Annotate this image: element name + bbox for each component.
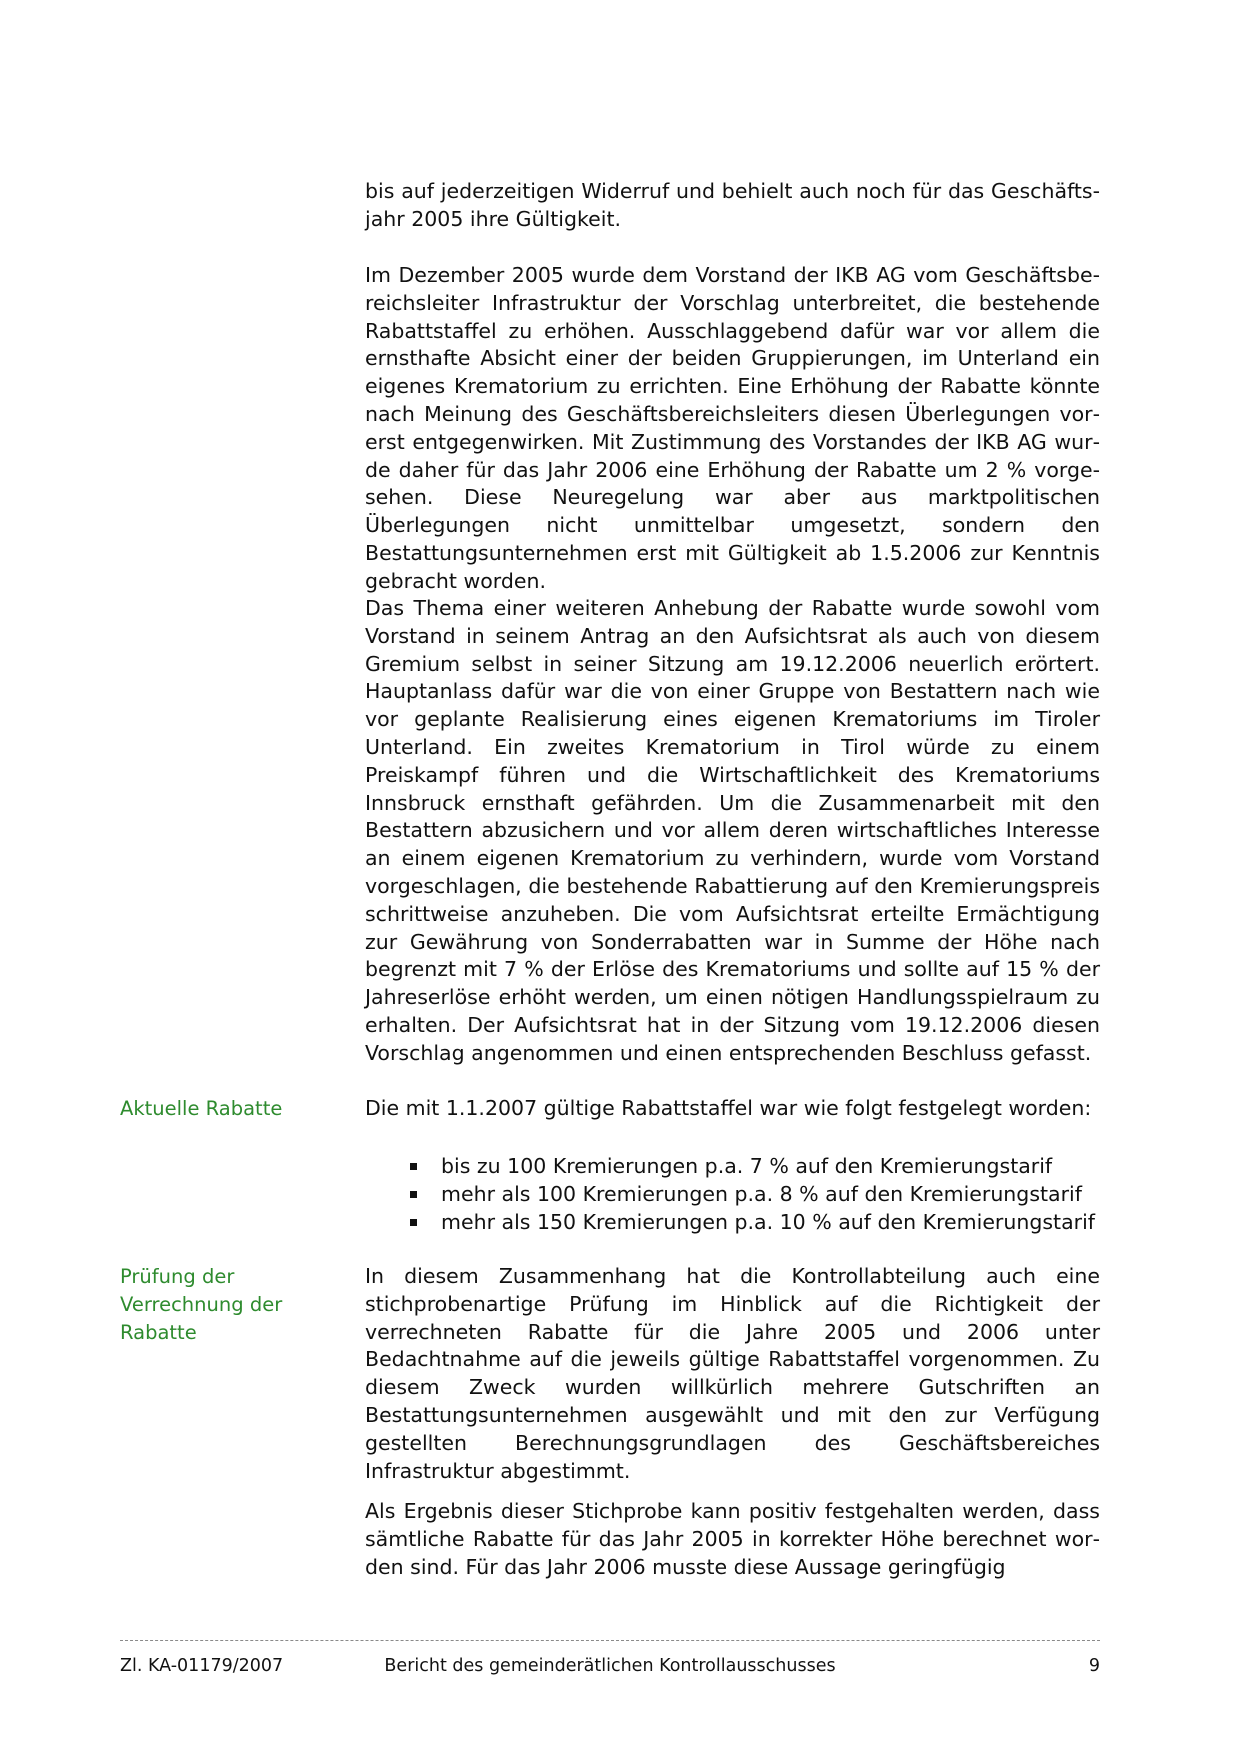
rabattstaffel-list [365, 1153, 1100, 1236]
paragraph-4-text: Die mit 1.1.2007 gültige Rabattstaffel war wie folgt festgelegt worden: [365, 1096, 1092, 1120]
paragraph-6-text: Als Ergebnis dieser Stichprobe kann positiv festgehalten werden, dass sämtliche Rabatte für das Jahr 2005 in korrekter Höhe berechnet worden sind. Für das Jahr 2006 musste diese Aussage geringfügig [365, 1499, 1100, 1579]
square-bullet-icon [410, 1219, 417, 1226]
list-item-text: bis zu 100 Kremierungen p.a. 7 % auf den Kremierungstarif [441, 1154, 1053, 1178]
square-bullet-icon [410, 1191, 417, 1198]
list-item [365, 1181, 1100, 1209]
margin-note-aktuelle-rabatte: Aktuelle Rabatte [120, 1097, 283, 1120]
paragraph-5 [365, 1263, 1100, 1485]
footer-reference: Zl. KA-01179/2007 [120, 1656, 284, 1676]
paragraph-4 [365, 1095, 1100, 1123]
square-bullet-icon [410, 1163, 417, 1170]
list-item [365, 1209, 1100, 1237]
paragraph-2-text: Im Dezember 2005 wurde dem Vorstand der IKB AG vom Geschäftsbereichsleiter Infrastruktur der Vorschlag unterbreitet, die bestehende Rabattstaffel zu erhöhen. Ausschlaggebend dafür war vor allem die ernsthafte Absicht einer der beiden Gruppierungen, im Unterland ein eigenes Krematorium zu errichten. Eine Erhöhung der Rabatte könnte nach Meinung des Geschäftsbereichsleiters diesen Überlegungen vorerst entgegenwirken. Mit Zustimmung des Vorstandes der IKB AG wurde daher für das Jahr 2006 eine Erhöhung der Rabatte um 2 % vorgesehen. Diese Neuregelung war aber aus marktpolitischen Überlegungen nicht unmittelbar umgesetzt, sondern den Bestattungsunternehmen erst mit Gültigkeit ab 1.5.2006 zur Kenntnis gebracht worden. [365, 263, 1100, 593]
list-item-text: mehr als 100 Kremierungen p.a. 8 % auf den Kremierungstarif [441, 1181, 1082, 1206]
footer-divider [120, 1640, 1100, 1641]
paragraph-1-text: bis auf jederzeitigen Widerruf und behielt auch noch für das Geschäftsjahr 2005 ihre Gültigkeit. [365, 179, 1100, 231]
list-item [365, 1153, 1100, 1181]
paragraph-2 [365, 262, 1100, 596]
paragraph-5-text: In diesem Zusammenhang hat die Kontrollabteilung auch eine stichprobenartige Prüfung im Hinblick auf die Richtigkeit der verrechneten Rabatte für die Jahre 2005 und 2006 unter Bedachtnahme auf die jeweils gültige Rabattstaffel vorgenommen. Zu diesem Zweck wurden willkürlich mehrere Gutschriften an Bestattungsunternehmen ausgewählt und mit den zur Verfügung gestellten Berechnungsgrundlagen des Geschäftsbereiches Infrastruktur abgestimmt. [365, 1264, 1100, 1483]
footer-title: Bericht des gemeinderätlichen Kontrollausschusses [384, 1656, 836, 1676]
paragraph-3 [365, 595, 1100, 1068]
page-footer [120, 1652, 1100, 1680]
page-number: 9 [1088, 1656, 1100, 1676]
margin-note-pruefung: Prüfung der Verrechnung der Rabatte [120, 1265, 283, 1344]
paragraph-1 [365, 178, 1100, 234]
paragraph-6 [365, 1498, 1100, 1581]
paragraph-3-text: Das Thema einer weiteren Anhebung der Rabatte wurde sowohl vom Vorstand in seinem Antrag an den Aufsichtsrat als auch von diesem Gremium selbst in seiner Sitzung am 19.12.2006 neuerlich erörtert. Hauptanlass dafür war die von einer Gruppe von Bestattern nach wie vor geplante Realisierung eines eigenen Krematoriums im Tiroler Unterland. Ein zweites Krematorium in Tirol würde zu einem Preiskampf führen und die Wirtschaftlichkeit des Krematoriums Innsbruck ernsthaft gefährden. Um die Zusammenarbeit mit den Bestattern abzusichern und vor allem deren wirtschaftliches Interesse an einem eigenen Krematorium zu verhindern, wurde vom Vorstand vorgeschlagen, die bestehende Rabattierung auf den Kremierungspreis schrittweise anzuheben. Die vom Aufsichtsrat erteilte Ermächtigung zur Gewährung von Sonderrabatten war in Summe der Höhe nach begrenzt mit 7 % der Erlöse des Krematoriums und sollte auf 15 % der Jahreserlöse erhöht werden, um einen nötigen Handlungsspielraum zu erhalten. Der Aufsichtsrat hat in der Sitzung vom 19.12.2006 diesen Vorschlag angenommen und einen entsprechenden Beschluss gefasst. [365, 596, 1100, 1065]
list-item-text: mehr als 150 Kremierungen p.a. 10 % auf den Kremierungstarif [441, 1209, 1095, 1234]
